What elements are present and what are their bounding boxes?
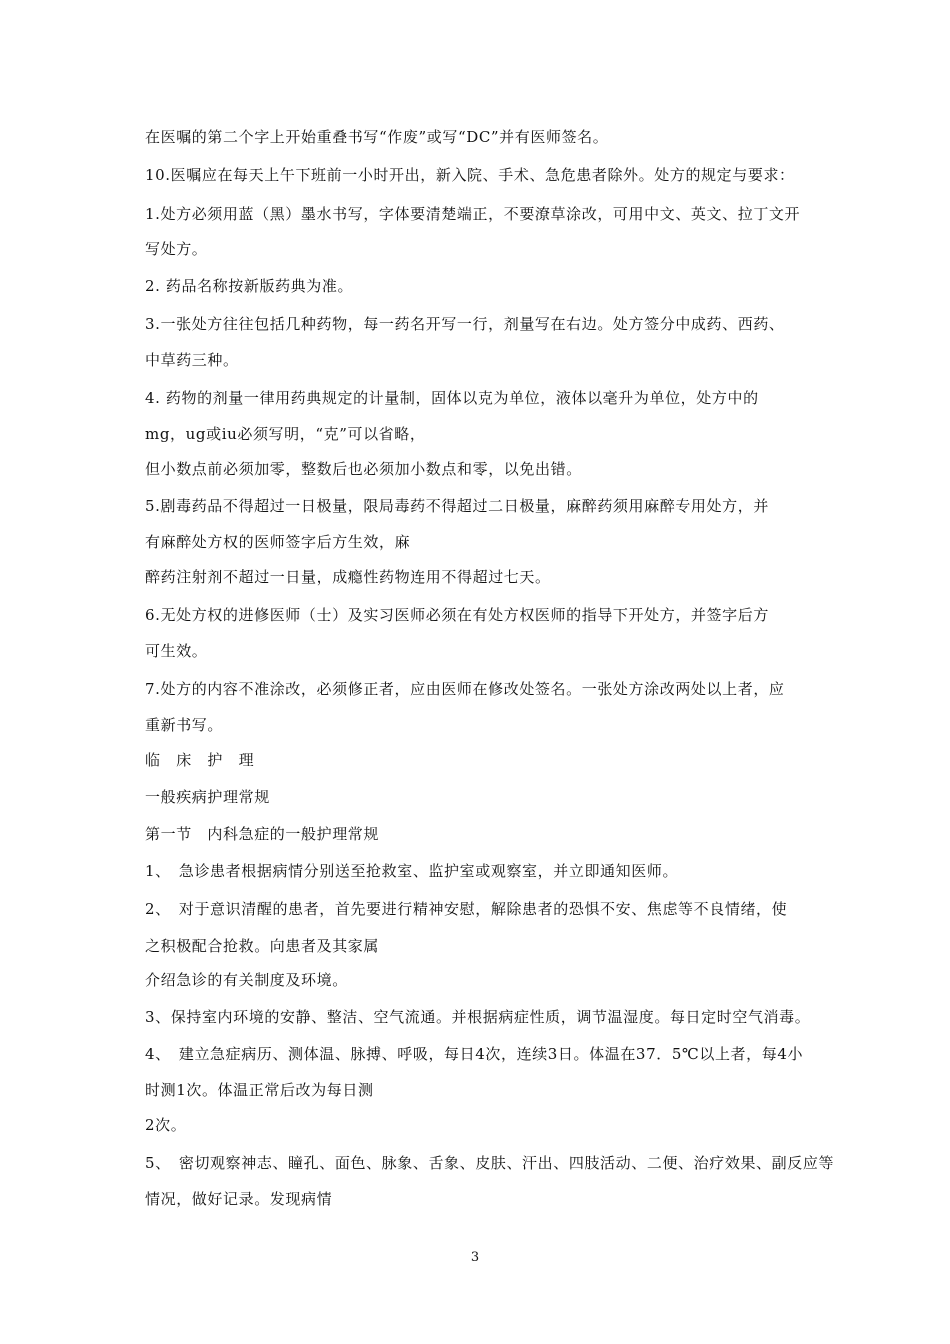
- text-line: 3、保持室内环境的安静、整洁、空气流通。并根据病症性质，调节温湿度。每日定时空气消毒。: [145, 1008, 811, 1026]
- text-line: 写处方。: [145, 240, 208, 258]
- text-line: 2次。: [145, 1116, 187, 1134]
- text-line: 醉药注射剂不超过一日量，成瘾性药物连用不得超过七天。: [145, 568, 551, 586]
- text-line: 10.医嘱应在每天上午下班前一小时开出，新入院、手术、急危患者除外。处方的规定与要求：: [145, 166, 795, 184]
- text-line: 1、 急诊患者根据病情分别送至抢救室、监护室或观察室，并立即通知医师。: [145, 862, 679, 880]
- text-line: 可生效。: [145, 642, 208, 660]
- text-line: 5、 密切观察神志、瞳孔、面色、脉象、舌象、皮肤、汗出、四肢活动、二便、治疗效果、副反应等: [145, 1154, 835, 1172]
- text-line: 有麻醉处方权的医师签字后方生效，麻: [145, 533, 411, 551]
- text-line: 介绍急诊的有关制度及环境。: [145, 971, 348, 989]
- text-line: 中草药三种。: [145, 351, 239, 369]
- text-line: 6.无处方权的进修医师（士）及实习医师必须在有处方权医师的指导下开处方，并签字后方: [145, 606, 769, 624]
- text-line: 2、 对于意识清醒的患者，首先要进行精神安慰，解除患者的恐惧不安、焦虑等不良情绪，使: [145, 900, 788, 918]
- text-line: 在医嘱的第二个字上开始重叠书写“作废”或写“DC”并有医师签名。: [145, 128, 609, 146]
- text-line: 2. 药品名称按新版药典为准。: [145, 277, 354, 295]
- text-line: 时测1次。体温正常后改为每日测: [145, 1081, 374, 1099]
- section-heading: 临 床 护 理: [145, 751, 255, 769]
- text-line: 4. 药物的剂量一律用药典规定的计量制，固体以克为单位，液体以毫升为单位，处方中的: [145, 389, 759, 407]
- text-line: mg，ug或iu必须写明，“克”可以省略，: [145, 425, 426, 443]
- text-line: 但小数点前必须加零，整数后也必须加小数点和零，以免出错。: [145, 460, 582, 478]
- section-heading: 第一节 内科急症的一般护理常规: [145, 825, 380, 843]
- text-line: 1.处方必须用蓝（黑）墨水书写，字体要清楚端正，不要潦草涂改，可用中文、英文、拉丁文开: [145, 205, 801, 223]
- page-number: 3: [470, 1250, 480, 1265]
- section-heading: 一般疾病护理常规: [145, 788, 270, 806]
- text-line: 4、 建立急症病历、测体温、脉搏、呼吸，每日4次，连续3日。体温在37．5℃以上者，每4小: [145, 1045, 804, 1063]
- text-line: 情况，做好记录。发现病情: [145, 1190, 333, 1208]
- text-line: 5.剧毒药品不得超过一日极量，限局毒药不得超过二日极量，麻醉药须用麻醉专用处方，并: [145, 497, 769, 515]
- text-line: 之积极配合抢救。向患者及其家属: [145, 937, 380, 955]
- text-line: 重新书写。: [145, 716, 224, 734]
- text-line: 7.处方的内容不准涂改，必须修正者，应由医师在修改处签名。一张处方涂改两处以上者，应: [145, 680, 785, 698]
- text-line: 3.一张处方往往包括几种药物，每一药名开写一行，剂量写在右边。处方签分中成药、西药、: [145, 315, 785, 333]
